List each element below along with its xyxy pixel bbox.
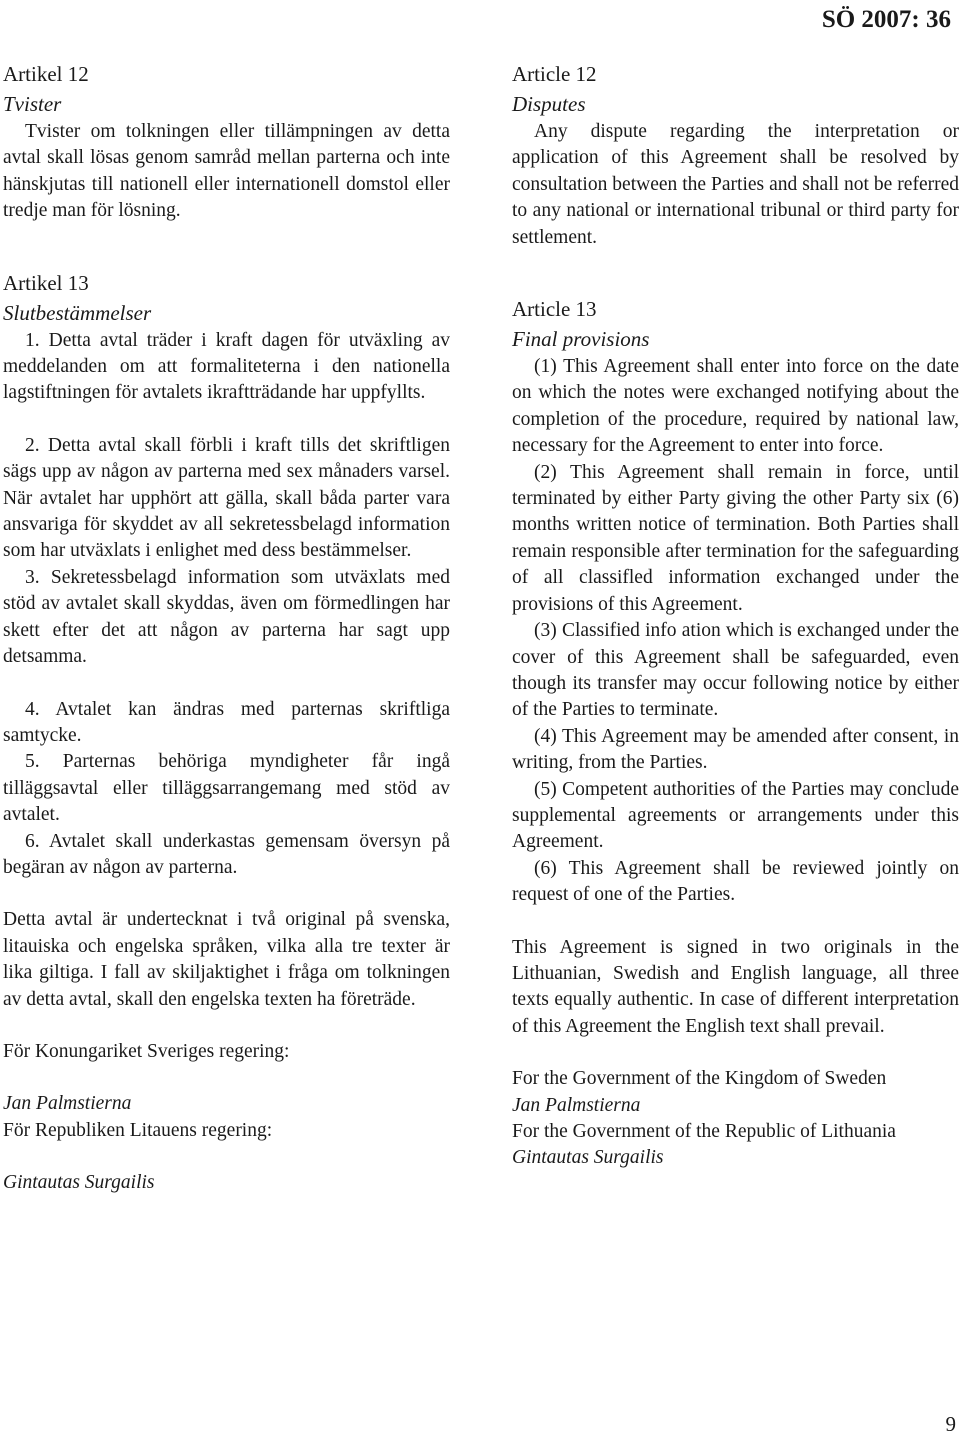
series-number: SÖ 2007: 36 xyxy=(821,6,951,33)
government-lithuania-label: För Republiken Litauens regering: xyxy=(3,1119,273,1141)
english-column xyxy=(512,59,959,1172)
article-13-heading: Article 13 xyxy=(512,297,597,322)
article-12-body: Tvister om tolkningen eller tillämpningen av detta avtal skall lösas genom samråd mellan parterna och inte hänskjutas till nationell eller internationell domstol eller tredje man för lösning. xyxy=(3,121,450,222)
article-12-body: Any dispute regarding the interpretation or application of this Agreement shall be resolved by consultation between the Parties and shall not be referred to any national or international tribunal or third party for settlement. xyxy=(512,121,959,248)
signatory-sweden: Jan Palmstierna xyxy=(3,1093,132,1115)
swedish-column xyxy=(3,59,450,1197)
article-13-subtitle: Final provisions xyxy=(512,327,650,352)
signatory-sweden: Jan Palmstierna xyxy=(512,1094,641,1116)
government-sweden-label: For the Government of the Kingdom of Sweden xyxy=(512,1068,887,1090)
government-lithuania-label: For the Government of the Republic of Lithuania xyxy=(512,1121,896,1142)
article-13-paragraph-1: (1) This Agreement shall enter into force on the date on which the notes were exchanged notifying about the completion of the procedure, required by national law, necessary for the Agreement to enter into force. xyxy=(512,356,959,457)
article-13-paragraph-1: 1. Detta avtal träder i kraft dagen för utväxling av meddelanden om att formaliteterna i den nationella lagstiftningen för avtalets ikraftträdande har uppfyllts. xyxy=(3,329,450,404)
article-13-paragraph-2: 2. Detta avtal skall förbli i kraft tills det skriftligen sägs upp av någon av parterna med sex månaders varsel. När avtalet har upphört att gälla, skall båda parter vara ansvariga för skyddet av all sekretessbelagd information som har utväxlats i enlighet med dess bestämmelser. xyxy=(3,434,450,562)
article-13-paragraph-4: 4. Avtalet kan ändras med parternas skriftliga samtycke. xyxy=(3,698,450,746)
signing-clause: Detta avtal är undertecknat i två original på svenska, litauiska och engelska språken, vilka alla tre texter är lika giltiga. I fall av skiljaktighet i fråga om tolkningen av detta avtal, skall den engelska texten ha företräde. xyxy=(3,909,450,1010)
page-number: 9 xyxy=(945,1412,956,1436)
article-13-paragraph-3: (3) Classified info ation which is exchanged under the cover of this Agreement shall be safeguarded, even though its transfer may occur following notice by either of the Parties to terminate. xyxy=(512,620,959,721)
article-13-heading: Artikel 13 xyxy=(3,270,89,295)
article-13-paragraph-5: (5) Competent authorities of the Parties may conclude supplemental agreements or arrangements under this Agreement. xyxy=(512,778,959,853)
article-12-heading: Artikel 12 xyxy=(3,62,89,86)
article-13-paragraph-5: 5. Parternas behöriga myndigheter får ingå tilläggsavtal eller tilläggsarrangemang med stöd av avtalet. xyxy=(3,751,450,826)
signing-clause: This Agreement is signed in two originals in the Lithuanian, Swedish and English language, all three texts equally authentic. In case of different interpretation of this Agreement the English text shall prevail. xyxy=(512,936,959,1037)
article-13-paragraph-4: (4) This Agreement may be amended after consent, in writing, from the Parties. xyxy=(512,725,959,774)
government-sweden-label: För Konungariket Sveriges regering: xyxy=(3,1040,290,1062)
article-12-subtitle: Tvister xyxy=(3,92,62,116)
article-13-paragraph-2: (2) This Agreement shall remain in force, until terminated by either Party giving the other Party six (6) months written notice of termination. Both Parties shall remain responsible after termination for the safeguarding of all classifled information exchanged under the provisions of this Agreement. xyxy=(512,461,959,615)
article-13-paragraph-6: (6) This Agreement shall be reviewed jointly on request of one of the Parties. xyxy=(512,857,959,906)
article-13-subtitle: Slutbestämmelser xyxy=(3,300,152,325)
signatory-lithuania: Gintautas Surgailis xyxy=(3,1172,155,1194)
article-12-heading: Article 12 xyxy=(512,62,597,86)
article-13-paragraph-3: 3. Sekretessbelagd information som utväxlats med stöd av avtalet skall skyddas, även om förmedlingen har skett efter det att någon av parterna har sagt upp detsamma. xyxy=(3,566,450,668)
signatory-lithuania: Gintautas Surgailis xyxy=(512,1147,664,1169)
article-13-paragraph-6: 6. Avtalet skall underkastas gemensam översyn på begäran av någon av parterna. xyxy=(3,830,450,878)
article-12-subtitle: Disputes xyxy=(512,92,586,116)
